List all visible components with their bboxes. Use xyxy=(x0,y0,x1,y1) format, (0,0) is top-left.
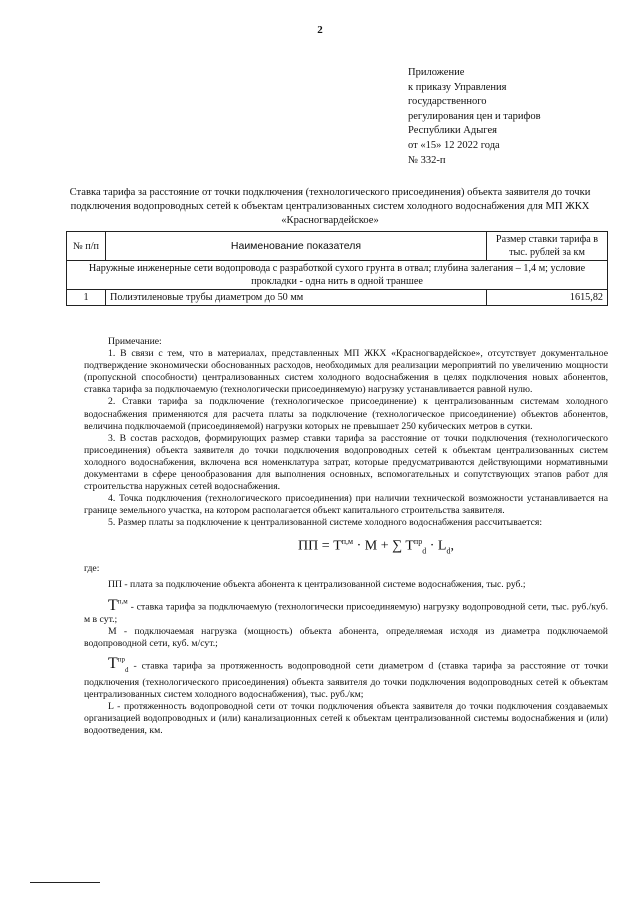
formula-td: T xyxy=(405,538,414,554)
formula-t-sup: п,м xyxy=(341,536,354,546)
definition-td xyxy=(84,654,608,701)
appendix-date: от «15» 12 2022 года xyxy=(408,139,500,151)
where-label: где: xyxy=(84,563,100,575)
formula-td-sup: пр xyxy=(413,536,423,546)
definition-t-symbol: $T^{п,м}$ xyxy=(108,596,128,614)
formula-t: T xyxy=(333,538,342,554)
document-title: Ставка тарифа за расстояние от точки подключения (технологического присоединения) объекта заявителя до точки подключения водопроводных сетей к объектам централизованных систем холодного водоснабжения для МП ЖКХ «Красногвардейское» xyxy=(69,187,591,227)
note-paragraph-5: 5. Размер платы за подключение к централизованной системе холодного водоснабжения рассчитывается: xyxy=(108,517,543,529)
fee-formula: ПП = $T^{п,м} \cdot M$ + ∑ $T^{пр}_d \cdot L_d$, xyxy=(298,536,454,555)
appendix-line: к приказу Управления xyxy=(408,81,507,93)
appendix-number: № 332-п xyxy=(408,154,446,166)
definition-td-text: - ставка тарифа за протяженность водопроводной сети диаметром d (ставка тарифа за расстояние от точки подключения (технологического присоединения) объекта заявителя до точки подключения водопроводных сетей к объектам централизованных систем холодного водоснабжения), тыс. руб./км; xyxy=(84,660,608,700)
notes-title: Примечание: xyxy=(108,336,162,347)
note-paragraph-3: 3. В состав расходов, формирующих размер ставки тарифа за расстояние от точки подключения (технологического присоединения) объекта заявителя до точки подключения водопроводных сетей к объектам централизованных систем холодного водоснабжения, включена вся номенклатура затрат, которые предусматриваются действующими нормативными документами в сфере ценообразования для выполнения основных, вспомогательных и сопутствующих этапов работ для строительства наружных сетей водоснабжения. xyxy=(84,432,608,493)
definition-t xyxy=(84,595,608,626)
section-title: Наружные инженерные сети водопровода с разработкой сухого грунта в отвал; глубина залегания – 1,4 м; условие прокладки - одна нить в одной траншее xyxy=(67,261,608,290)
definition-t-text: - ставка тарифа за подключаемую (технологически присоединяемую) нагрузку водопроводной сети, тыс. руб./куб. м в сут.; xyxy=(84,601,608,625)
definition-td-symbol: $T^{пр}_d$ xyxy=(108,655,129,675)
notes-section xyxy=(84,336,608,737)
note-paragraph-4: 4. Точка подключения (технологического присоединения) при наличии технической возможности устанавливается на границе земельного участка, на котором располагается объект капитального строительства заявителя. xyxy=(84,493,608,517)
definition-m: М - подключаемая нагрузка (мощность) объекта абонента, определяемая исходя из диаметра подключаемой водопроводной сети, куб. м/сут.; xyxy=(84,625,608,649)
formula-m: M xyxy=(364,538,378,554)
formula-l: L xyxy=(437,538,447,554)
table-section-row xyxy=(67,261,608,290)
appendix-line: Приложение xyxy=(408,67,465,78)
row-name: Полиэтиленовые трубы диаметром до 50 мм xyxy=(106,290,487,306)
formula-td-sub: d xyxy=(422,545,427,555)
header-name: Наименование показателя xyxy=(106,232,487,261)
note-paragraph-1: 1. В связи с тем, что в материалах, представленных МП ЖКХ «Красногвардейское», отсутствует документальное подтверждение экономически обоснованных расходов, необходимых для реализации мероприятий по увеличению мощности (пропускной способности) централизованных систем холодного водоснабжения в целях подключения новых абонентов, ставка тарифа за подключаемую (технологически присоединяемую) нагрузку устанавливается равной нулю. xyxy=(84,348,608,396)
definition-pp: ПП - плата за подключение объекта абонента к централизованной системе водоснабжения, тыс. руб.; xyxy=(108,579,526,591)
appendix-block xyxy=(408,66,628,168)
formula-l-sub: d xyxy=(446,545,451,555)
table-header-row xyxy=(67,232,608,261)
row-number: 1 xyxy=(67,290,106,306)
appendix-line: государственного xyxy=(408,96,487,108)
appendix-line: регулирования цен и тарифов xyxy=(408,110,541,122)
formula-lhs: ПП xyxy=(298,538,319,554)
row-value: 1615,82 xyxy=(487,290,608,306)
header-rate: Размер ставки тарифа в тыс. рублей за км xyxy=(487,232,608,261)
footnote-separator xyxy=(30,882,100,883)
table-row xyxy=(67,290,608,306)
tariff-table xyxy=(66,231,608,306)
formula-sum-sign: ∑ xyxy=(392,538,403,554)
header-number: № п/п xyxy=(67,232,106,261)
definition-l: L - протяженность водопроводной сети от точки подключения объекта заявителя до точки подключения создаваемых организацией водопроводных и (или) канализационных сетей к объектам централизованной системы водоснабжения и (или) водоотведения, км. xyxy=(84,700,608,736)
page-number: 2 xyxy=(317,24,323,36)
appendix-line: Республики Адыгея xyxy=(408,125,497,137)
note-paragraph-2: 2. Ставки тарифа за подключение (технологическое присоединение) к централизованным системам холодного водоснабжения применяются для расчета платы за подключение (технологическое присоединение) объектов абонентов, величина подключаемой (присоединяемой) нагрузки которых не превышает 250 кубических метров в сутки. xyxy=(84,396,608,432)
